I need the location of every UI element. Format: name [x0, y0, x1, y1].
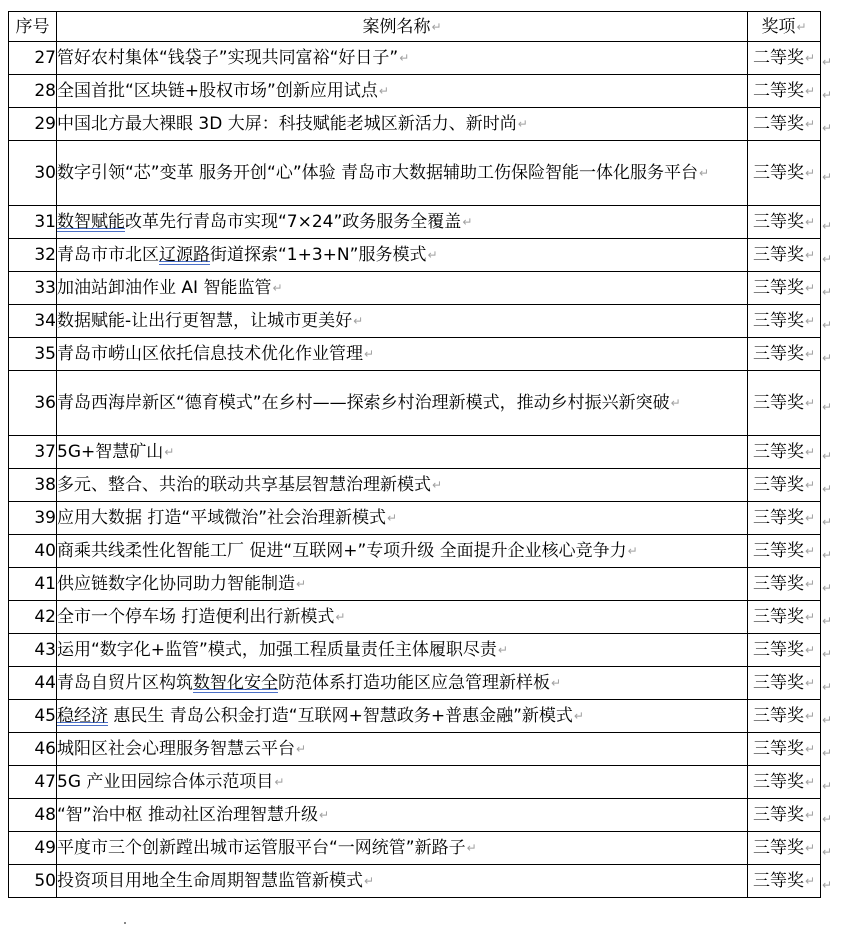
paragraph-mark-icon: ↵ [364, 874, 375, 888]
row-number: 49 [9, 832, 57, 865]
paragraph-mark-icon: ↵ [378, 84, 389, 98]
case-name: 全国首批“区块链+股权市场”创新应用试点↵ [57, 75, 748, 108]
paragraph-mark-icon: ↵ [274, 775, 285, 789]
table-row [9, 108, 821, 141]
stray-dot [124, 922, 126, 924]
row-end-mark-icon: ↵ [822, 845, 833, 859]
paragraph-mark-icon: ↵ [670, 396, 681, 410]
table-row [9, 206, 821, 239]
row-number: 44 [9, 667, 57, 700]
case-name: 运用“数字化+监管”模式，加强工程质量责任主体履职尽责↵ [57, 634, 748, 667]
row-end-mark-icon: ↵ [822, 647, 833, 661]
paragraph-mark-icon: ↵ [804, 347, 816, 361]
table-row [9, 436, 821, 469]
award-level: 三等奖↵ [748, 766, 821, 799]
row-number: 27 [9, 42, 57, 75]
row-end-mark-icon: ↵ [822, 285, 833, 299]
paragraph-mark-icon: ↵ [335, 610, 346, 624]
paragraph-mark-icon: ↵ [164, 445, 175, 459]
award-level: 三等奖↵ [748, 634, 821, 667]
paragraph-mark-icon: ↵ [551, 676, 562, 690]
paragraph-mark-icon: ↵ [804, 396, 816, 410]
row-number: 37 [9, 436, 57, 469]
paragraph-mark-icon: ↵ [804, 610, 816, 624]
row-end-mark-icon: ↵ [822, 55, 833, 69]
table-row [9, 568, 821, 601]
paragraph-mark-icon: ↵ [296, 577, 307, 591]
award-level: 三等奖↵ [748, 832, 821, 865]
table-row [9, 469, 821, 502]
paragraph-mark-icon: ↵ [272, 281, 283, 295]
case-name: 5G 产业田园综合体示范项目↵ [57, 766, 748, 799]
paragraph-mark-icon: ↵ [804, 314, 816, 328]
case-name: 管好农村集体“钱袋子”实现共同富裕“好日子”↵ [57, 42, 748, 75]
award-level: 二等奖↵ [748, 75, 821, 108]
table-row [9, 239, 821, 272]
row-number: 36 [9, 371, 57, 436]
table-row [9, 141, 821, 206]
paragraph-mark-icon: ↵ [497, 643, 508, 657]
row-number: 35 [9, 338, 57, 371]
award-level: 三等奖↵ [748, 469, 821, 502]
table-row [9, 733, 821, 766]
award-level: 三等奖↵ [748, 535, 821, 568]
case-name: 青岛市市北区辽源路街道探索“1+3+N”服务模式↵ [57, 239, 748, 272]
table-row [9, 700, 821, 733]
row-end-mark-icon: ↵ [822, 680, 833, 694]
paragraph-mark-icon: ↵ [573, 709, 584, 723]
case-name: 稳经济 惠民生 青岛公积金打造“互联网+智慧政务+普惠金融”新模式↵ [57, 700, 748, 733]
award-level: 三等奖↵ [748, 502, 821, 535]
paragraph-mark-icon: ↵ [627, 544, 638, 558]
case-name: 青岛市崂山区依托信息技术优化作业管理↵ [57, 338, 748, 371]
table-row [9, 865, 821, 898]
row-number: 34 [9, 305, 57, 338]
row-end-mark-icon: ↵ [822, 449, 833, 463]
award-level: 三等奖↵ [748, 799, 821, 832]
paragraph-mark-icon: ↵ [804, 281, 816, 295]
award-level: 三等奖↵ [748, 865, 821, 898]
table-row [9, 766, 821, 799]
table-row [9, 305, 821, 338]
table-row [9, 338, 821, 371]
award-level: 三等奖↵ [748, 206, 821, 239]
paragraph-mark-icon: ↵ [319, 808, 330, 822]
row-number: 48 [9, 799, 57, 832]
paragraph-mark-icon: ↵ [804, 117, 816, 131]
paragraph-mark-icon: ↵ [353, 314, 364, 328]
header-number: 序号 [9, 12, 57, 42]
paragraph-mark-icon: ↵ [804, 51, 816, 65]
paragraph-mark-icon: ↵ [804, 676, 816, 690]
paragraph-mark-icon: ↵ [399, 51, 410, 65]
row-number: 40 [9, 535, 57, 568]
row-number: 41 [9, 568, 57, 601]
row-end-mark-icon: ↵ [822, 318, 833, 332]
table-row [9, 601, 821, 634]
paragraph-mark-icon: ↵ [804, 84, 816, 98]
case-name: 投资项目用地全生命周期智慧监管新模式↵ [57, 865, 748, 898]
case-name: 数智赋能改革先行青岛市实现“7×24”政务服务全覆盖↵ [57, 206, 748, 239]
case-name: 5G+智慧矿山↵ [57, 436, 748, 469]
table-row [9, 371, 821, 436]
paragraph-mark-icon: ↵ [466, 841, 477, 855]
award-level: 三等奖↵ [748, 733, 821, 766]
table-row [9, 799, 821, 832]
row-end-mark-icon: ↵ [822, 351, 833, 365]
row-end-mark-icon: ↵ [822, 548, 833, 562]
row-end-mark-icon: ↵ [822, 746, 833, 760]
case-name: 供应链数字化协同助力智能制造↵ [57, 568, 748, 601]
row-end-mark-icon: ↵ [822, 779, 833, 793]
row-number: 46 [9, 733, 57, 766]
paragraph-mark-icon: ↵ [804, 544, 816, 558]
paragraph-mark-icon: ↵ [699, 166, 710, 180]
paragraph-mark-icon: ↵ [804, 215, 816, 229]
award-level: 三等奖↵ [748, 667, 821, 700]
row-number: 33 [9, 272, 57, 305]
table-header-row [9, 12, 821, 42]
row-end-mark-icon: ↵ [822, 121, 833, 135]
case-name: 应用大数据 打造“平域微治”社会治理新模式↵ [57, 502, 748, 535]
row-end-mark-icon: ↵ [822, 515, 833, 529]
paragraph-mark-icon: ↵ [804, 742, 816, 756]
paragraph-mark-icon: ↵ [804, 808, 816, 822]
case-name: 加油站卸油作业 AI 智能监管↵ [57, 272, 748, 305]
award-level: 三等奖↵ [748, 305, 821, 338]
row-number: 47 [9, 766, 57, 799]
table-row [9, 832, 821, 865]
case-name: 青岛自贸片区构筑数智化安全防范体系打造功能区应急管理新样板↵ [57, 667, 748, 700]
paragraph-mark-icon: ↵ [804, 709, 816, 723]
award-level: 三等奖↵ [748, 601, 821, 634]
case-name: 青岛西海岸新区“德育模式”在乡村——探索乡村治理新模式，推动乡村振兴新突破↵ [57, 371, 748, 436]
paragraph-mark-icon: ↵ [804, 166, 816, 180]
row-end-mark-icon: ↵ [822, 614, 833, 628]
row-end-mark-icon: ↵ [822, 88, 833, 102]
row-end-mark-icon: ↵ [822, 581, 833, 595]
row-number: 28 [9, 75, 57, 108]
award-level: 二等奖↵ [748, 108, 821, 141]
table-row [9, 42, 821, 75]
row-number: 31 [9, 206, 57, 239]
paragraph-mark-icon: ↵ [804, 775, 816, 789]
row-end-mark-icon: ↵ [822, 812, 833, 826]
case-name: 全市一个停车场 打造便利出行新模式↵ [57, 601, 748, 634]
row-number: 42 [9, 601, 57, 634]
award-level: 三等奖↵ [748, 700, 821, 733]
paragraph-mark-icon: ↵ [804, 511, 816, 525]
paragraph-mark-icon: ↵ [804, 643, 816, 657]
table-row [9, 634, 821, 667]
row-number: 30 [9, 141, 57, 206]
case-name: 商乘共线柔性化智能工厂 促进“互联网+”专项升级 全面提升企业核心竞争力↵ [57, 535, 748, 568]
row-number: 50 [9, 865, 57, 898]
table-row [9, 502, 821, 535]
row-end-mark-icon: ↵ [822, 878, 833, 892]
paragraph-mark-icon: ↵ [387, 511, 398, 525]
row-number: 45 [9, 700, 57, 733]
paragraph-mark-icon: ↵ [804, 445, 816, 459]
award-level: 二等奖↵ [748, 42, 821, 75]
case-name: 数据赋能-让出行更智慧，让城市更美好↵ [57, 305, 748, 338]
table-row [9, 75, 821, 108]
paragraph-mark-icon: ↵ [804, 478, 816, 492]
paragraph-mark-icon: ↵ [462, 215, 473, 229]
award-level: 三等奖↵ [748, 568, 821, 601]
paragraph-mark-icon: ↵ [804, 874, 816, 888]
row-number: 43 [9, 634, 57, 667]
award-level: 三等奖↵ [748, 272, 821, 305]
award-table [8, 11, 821, 898]
row-end-mark-icon: ↵ [822, 170, 833, 184]
paragraph-mark-icon: ↵ [804, 841, 816, 855]
row-number: 29 [9, 108, 57, 141]
table-row [9, 667, 821, 700]
paragraph-mark-icon: ↵ [296, 742, 307, 756]
paragraph-mark-icon: ↵ [364, 347, 375, 361]
row-end-mark-icon: ↵ [822, 252, 833, 266]
case-name: 中国北方最大裸眼 3D 大屏：科技赋能老城区新活力、新时尚↵ [57, 108, 748, 141]
row-number: 39 [9, 502, 57, 535]
header-name: 案例名称↵ [57, 12, 748, 42]
case-name: 城阳区社会心理服务智慧云平台↵ [57, 733, 748, 766]
row-number: 32 [9, 239, 57, 272]
row-end-mark-icon: ↵ [822, 713, 833, 727]
table-row [9, 535, 821, 568]
header-award: 奖项↵ [748, 12, 821, 42]
row-end-mark-icon: ↵ [822, 219, 833, 233]
paragraph-mark-icon: ↵ [517, 117, 528, 131]
case-name: “智”治中枢 推动社区治理智慧升级↵ [57, 799, 748, 832]
paragraph-mark-icon: ↵ [804, 577, 816, 591]
paragraph-mark-icon: ↵ [432, 478, 443, 492]
row-end-mark-icon: ↵ [822, 482, 833, 496]
award-level: 三等奖↵ [748, 239, 821, 272]
table-row [9, 272, 821, 305]
award-level: 三等奖↵ [748, 436, 821, 469]
paragraph-mark-icon: ↵ [804, 248, 816, 262]
case-name: 数字引领“芯”变革 服务开创“心”体验 青岛市大数据辅助工伤保险智能一体化服务平台↵ [57, 141, 748, 206]
case-name: 多元、整合、共治的联动共享基层智慧治理新模式↵ [57, 469, 748, 502]
case-name: 平度市三个创新蹚出城市运管服平台“一网统管”新路子↵ [57, 832, 748, 865]
award-level: 三等奖↵ [748, 338, 821, 371]
award-level: 三等奖↵ [748, 141, 821, 206]
row-number: 38 [9, 469, 57, 502]
award-level: 三等奖↵ [748, 371, 821, 436]
row-end-mark-icon: ↵ [822, 400, 833, 414]
paragraph-mark-icon: ↵ [427, 248, 438, 262]
